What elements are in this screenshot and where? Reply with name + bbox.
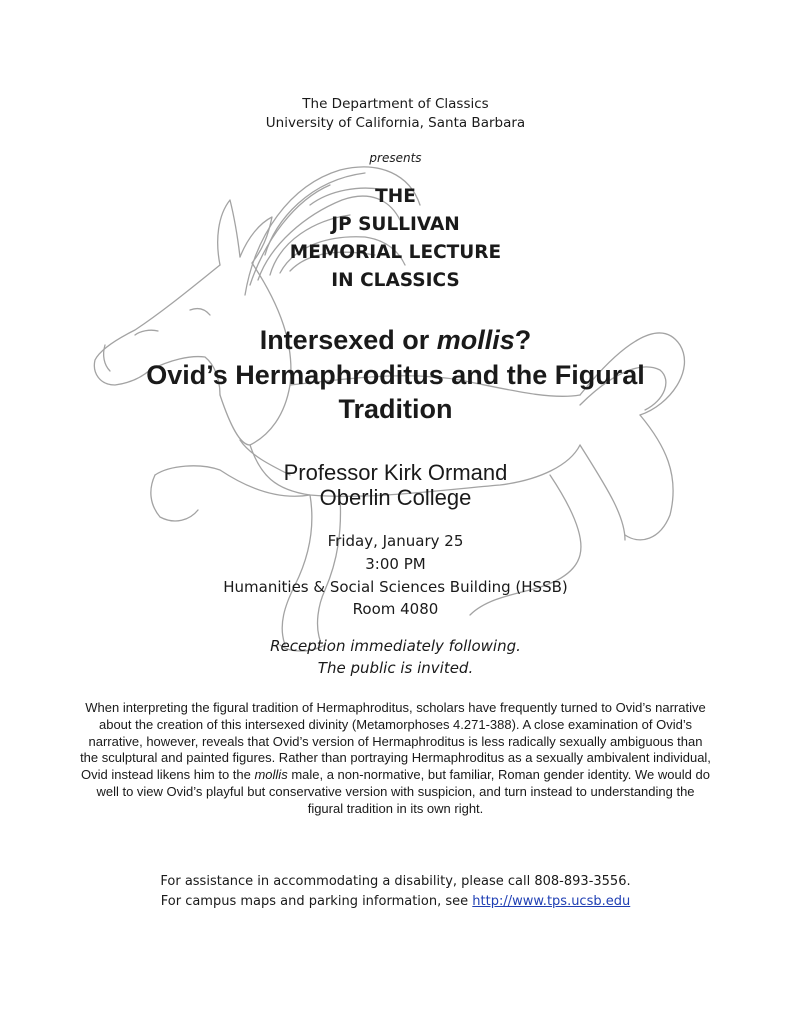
talk-title-line3: Tradition	[338, 394, 453, 424]
presents-label: presents	[369, 151, 422, 165]
event-date: Friday, January 25	[327, 532, 464, 550]
talk-title-punctuation: ?	[514, 325, 532, 355]
abstract-text-continued: male, a non-normative, but familiar, Roman gender identity. We would do well to view Ovid’s playful but conservative version with suspicion, and turn instead to understanding the figural tradition in its own right.	[96, 767, 710, 816]
disability-assistance: For assistance in accommodating a disability, please call 808-893-3556.	[160, 874, 631, 889]
abstract-text: When interpreting the figural tradition of Hermaphroditus, scholars have frequently turned to Ovid’s narrative about the creation of this intersexed divinity (Metamorphoses 4.271-388). A close examination of Ovid’s narrative, however, reveals that Ovid’s version of Hermaphroditus is less radically sexually ambiguous than the sculptural and painted figures. Rather than portraying Hermaphroditus as a sexually ambivalent individual, Ovid instead likens him to the	[80, 700, 711, 783]
campus-maps-text: For campus maps and parking information, see	[160, 894, 473, 909]
abstract-paragraph	[80, 700, 711, 818]
talk-title	[0, 325, 791, 356]
talk-title-line2: Ovid’s Hermaphroditus and the Figural	[146, 360, 645, 390]
speaker-name: Professor Kirk Ormand	[283, 460, 508, 485]
talk-title-italic: mollis	[436, 325, 515, 355]
campus-maps-link[interactable]: http://www.tps.ucsb.edu	[472, 894, 631, 909]
campus-maps-line	[0, 894, 791, 909]
reception-note: Reception immediately following.	[270, 637, 521, 655]
lecture-series-line: IN CLASSICS	[331, 270, 460, 291]
department-name: The Department of Classics	[302, 96, 489, 112]
abstract-italic-term: mollis	[254, 767, 288, 783]
speaker-affiliation: Oberlin College	[319, 485, 472, 510]
lecture-series-line: THE	[375, 186, 416, 207]
public-note: The public is invited.	[317, 659, 474, 677]
lecture-series-line: MEMORIAL LECTURE	[289, 242, 502, 263]
lecture-series-line: JP SULLIVAN	[331, 214, 460, 235]
talk-title-text: Intersexed or	[259, 325, 437, 355]
event-room: Room 4080	[352, 600, 439, 618]
university-name: University of California, Santa Barbara	[265, 115, 526, 131]
event-building: Humanities & Social Sciences Building (HSSB)	[223, 578, 568, 596]
event-time: 3:00 PM	[365, 555, 426, 573]
